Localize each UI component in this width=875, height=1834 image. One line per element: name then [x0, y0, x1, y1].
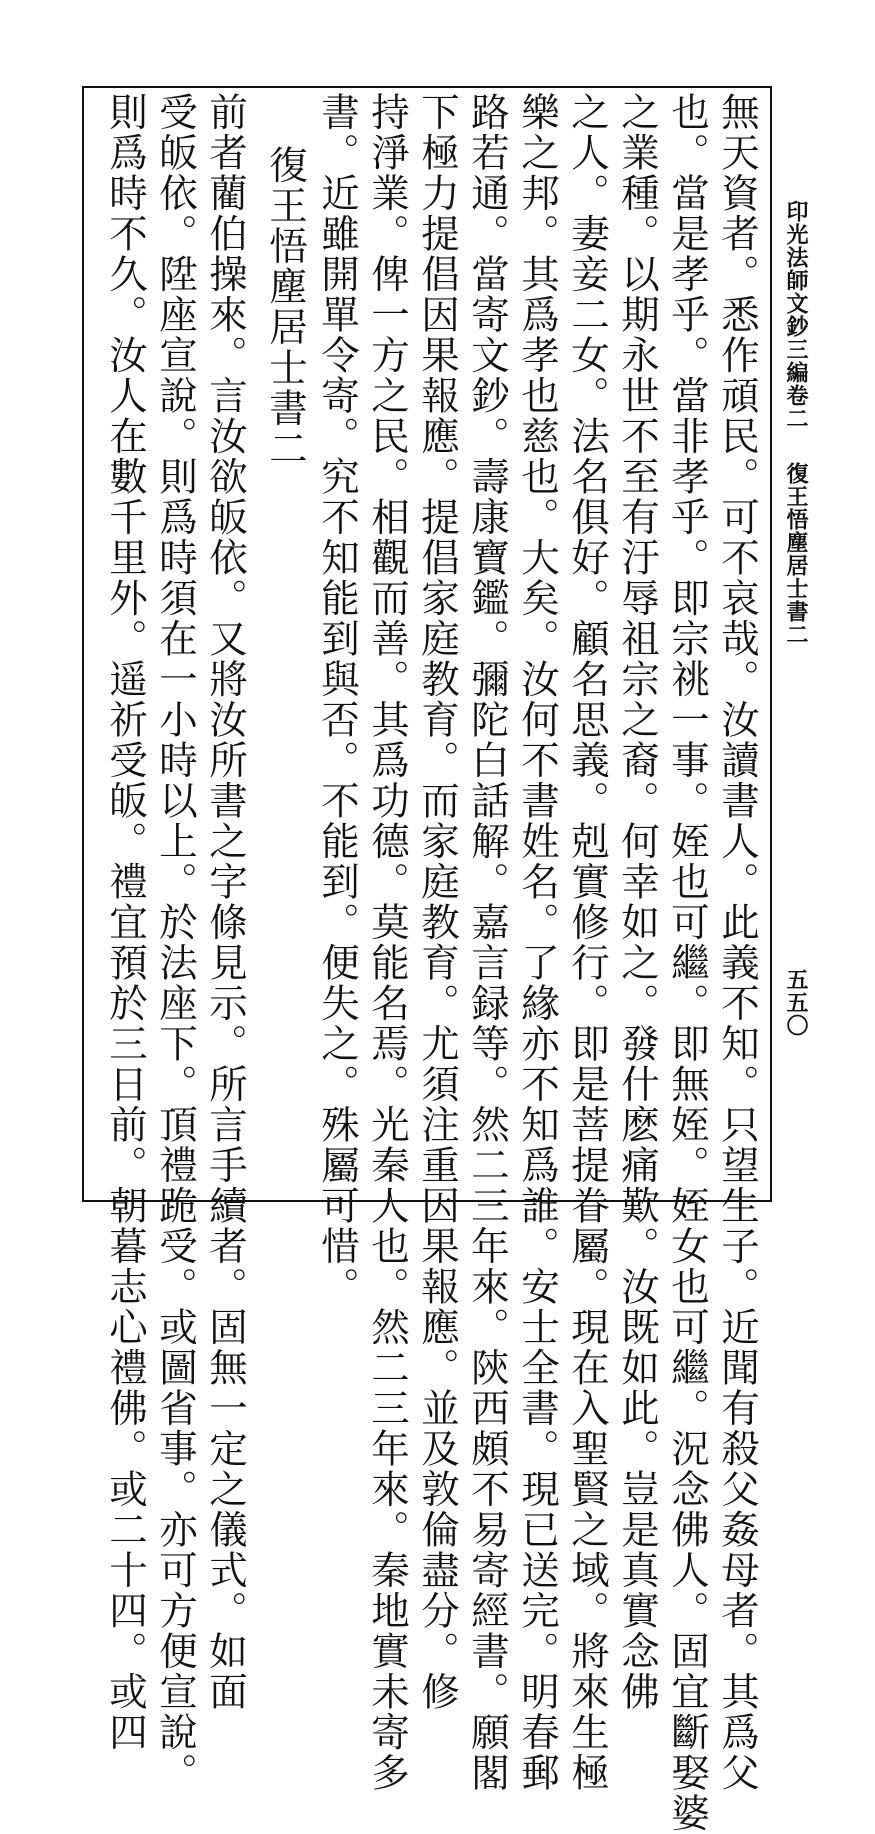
text-column-2: 也。當是孝乎。當非孝乎。即宗祧一事。姪也可繼。即無姪。姪女也可繼。況念佛人。固宜斷娶婆	[665, 92, 710, 1834]
section-title: 復王悟塵居士書二	[783, 462, 809, 646]
text-column-9: 書。近雖開單令寄。究不知能到與否。不能到。便失之。殊屬可惜。	[315, 92, 360, 1307]
page-number: 五五〇	[783, 968, 809, 1037]
text-column-11: 前者藺伯操來。言汝欲皈依。又將汝所書之字條見示。所言手續者。固無一定之儀式。如面	[203, 92, 248, 1712]
text-column-5: 樂之邦。其爲孝也慈也。大矣。汝何不書姓名。了緣亦不知爲誰。安士全書。現已送完。明春郵	[515, 92, 560, 1793]
text-column-13: 則爲時不久。汝人在數千里外。遥祈受皈。禮宜預於三日前。朝暮志心禮佛。或二十四。或四	[103, 92, 148, 1753]
text-column-3: 之業種。以期永世不至有汙辱祖宗之裔。何幸如之。發什麽痛歎。汝既如此。豈是真實念佛	[615, 92, 660, 1712]
frame-top-border	[82, 86, 772, 88]
letter-title: 復王悟塵居士書二	[263, 145, 308, 469]
frame-right-border	[770, 86, 772, 1202]
text-column-1: 無天資者。悉作頑民。可不哀哉。汝讀書人。此義不知。只望生子。近聞有殺父姦母者。其爲父	[715, 92, 760, 1793]
text-column-8: 持淨業。俾一方之民。相觀而善。其爲功德。莫能名焉。光秦人也。然二三年來。秦地實未寄多	[365, 92, 410, 1793]
text-column-12: 受皈依。陞座宣說。則爲時須在一小時以上。於法座下。頂禮跪受。或圖省事。亦可方便宣說。	[153, 92, 198, 1793]
text-column-7: 下極力提倡因果報應。提倡家庭教育。而家庭教育。尤須注重因果報應。並及敦倫盡分。修	[415, 92, 460, 1712]
text-column-6: 路若通。當寄文鈔。壽康寶鑑。彌陀白話解。嘉言録等。然二三年來。陝西頗不易寄經書。願閣	[465, 92, 510, 1793]
text-column-4: 之人。妻妾二女。法名俱好。顧名思義。剋實修行。即是菩提眷屬。現在入聖賢之域。將來生極	[565, 92, 610, 1793]
book-title: 印光法師文鈔三編卷二	[783, 200, 809, 430]
frame-left-border	[82, 86, 84, 1202]
